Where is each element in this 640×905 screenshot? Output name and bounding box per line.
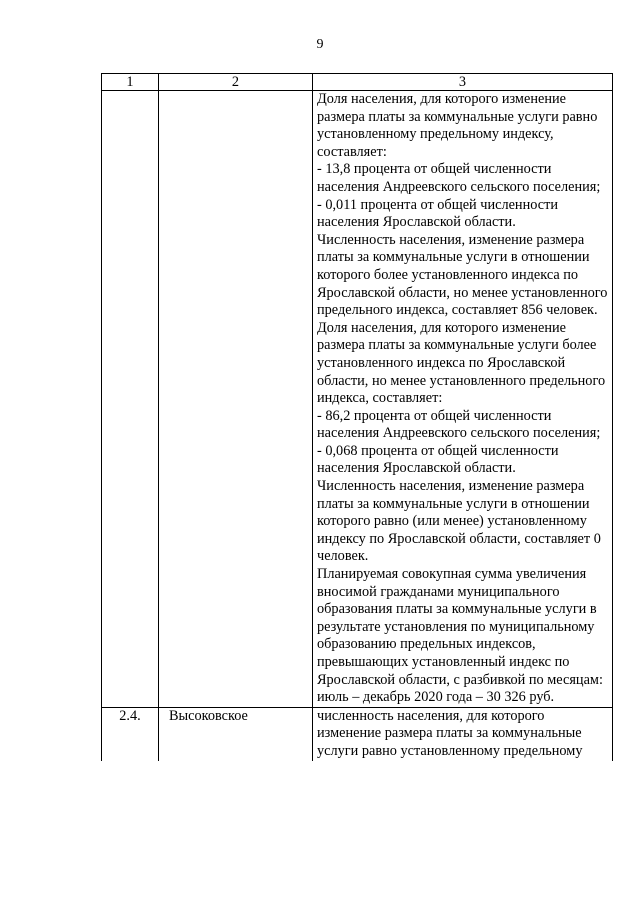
page-number: 9 (316, 37, 324, 52)
table-header-row (102, 74, 613, 91)
paragraph: Численность населения, изменение размера платы за коммунальные услуги в отношении которого равно (или менее) установленному индексу по Ярославской области, составляет 0 человек. (317, 478, 601, 565)
municipality-cell: Высоковское (159, 707, 313, 760)
paragraph: Численность населения, изменение размера платы за коммунальные услуги в отношении которого более установленного индекса по Ярославской области, но менее установленного предельного индекса, составляет 856 человек. (317, 231, 608, 319)
municipality-cell (159, 91, 313, 708)
row-number-cell: 2.4. (102, 707, 159, 760)
header-cell-2: 2 (159, 74, 313, 91)
paragraph: Доля населения, для которого изменение размера платы за коммунальные услуги более установленного индекса по Ярославской области, но менее установленного предельного индекса, составляет: (317, 319, 606, 407)
paragraph: - 0,068 процента от общей численности населения Ярославской области. (317, 442, 559, 477)
paragraph: - 0,011 процента от общей численности населения Ярославской области. (317, 196, 558, 231)
header-cell-3: 3 (313, 74, 613, 91)
row-number-cell (102, 91, 159, 708)
document-table (101, 73, 613, 761)
header-cell-1: 1 (102, 74, 159, 91)
table-row (102, 91, 613, 708)
description-cell (313, 91, 613, 708)
paragraph: - 86,2 процента от общей численности населения Андреевского сельского поселения; (317, 407, 601, 442)
paragraph: Планируемая совокупная сумма увеличения вносимой гражданами муниципального образования платы за коммунальные услуги в результате установления по муниципальному образованию предельных индексов, превышающих установленный индекс по Ярославской области, с разбивкой по месяцам: июль – декабрь 2020 года – 30 326 руб. (317, 566, 603, 706)
paragraph: - 13,8 процента от общей численности населения Андреевского сельского поселения; (317, 161, 601, 195)
table-row (102, 707, 613, 760)
paragraph: численность населения, для которого изменение размера платы за коммунальные услуги равно установленному предельному (317, 707, 583, 759)
paragraph: Доля населения, для которого изменение размера платы за коммунальные услуги равно установленному предельному индексу, составляет: (317, 91, 598, 160)
description-cell (313, 707, 613, 760)
